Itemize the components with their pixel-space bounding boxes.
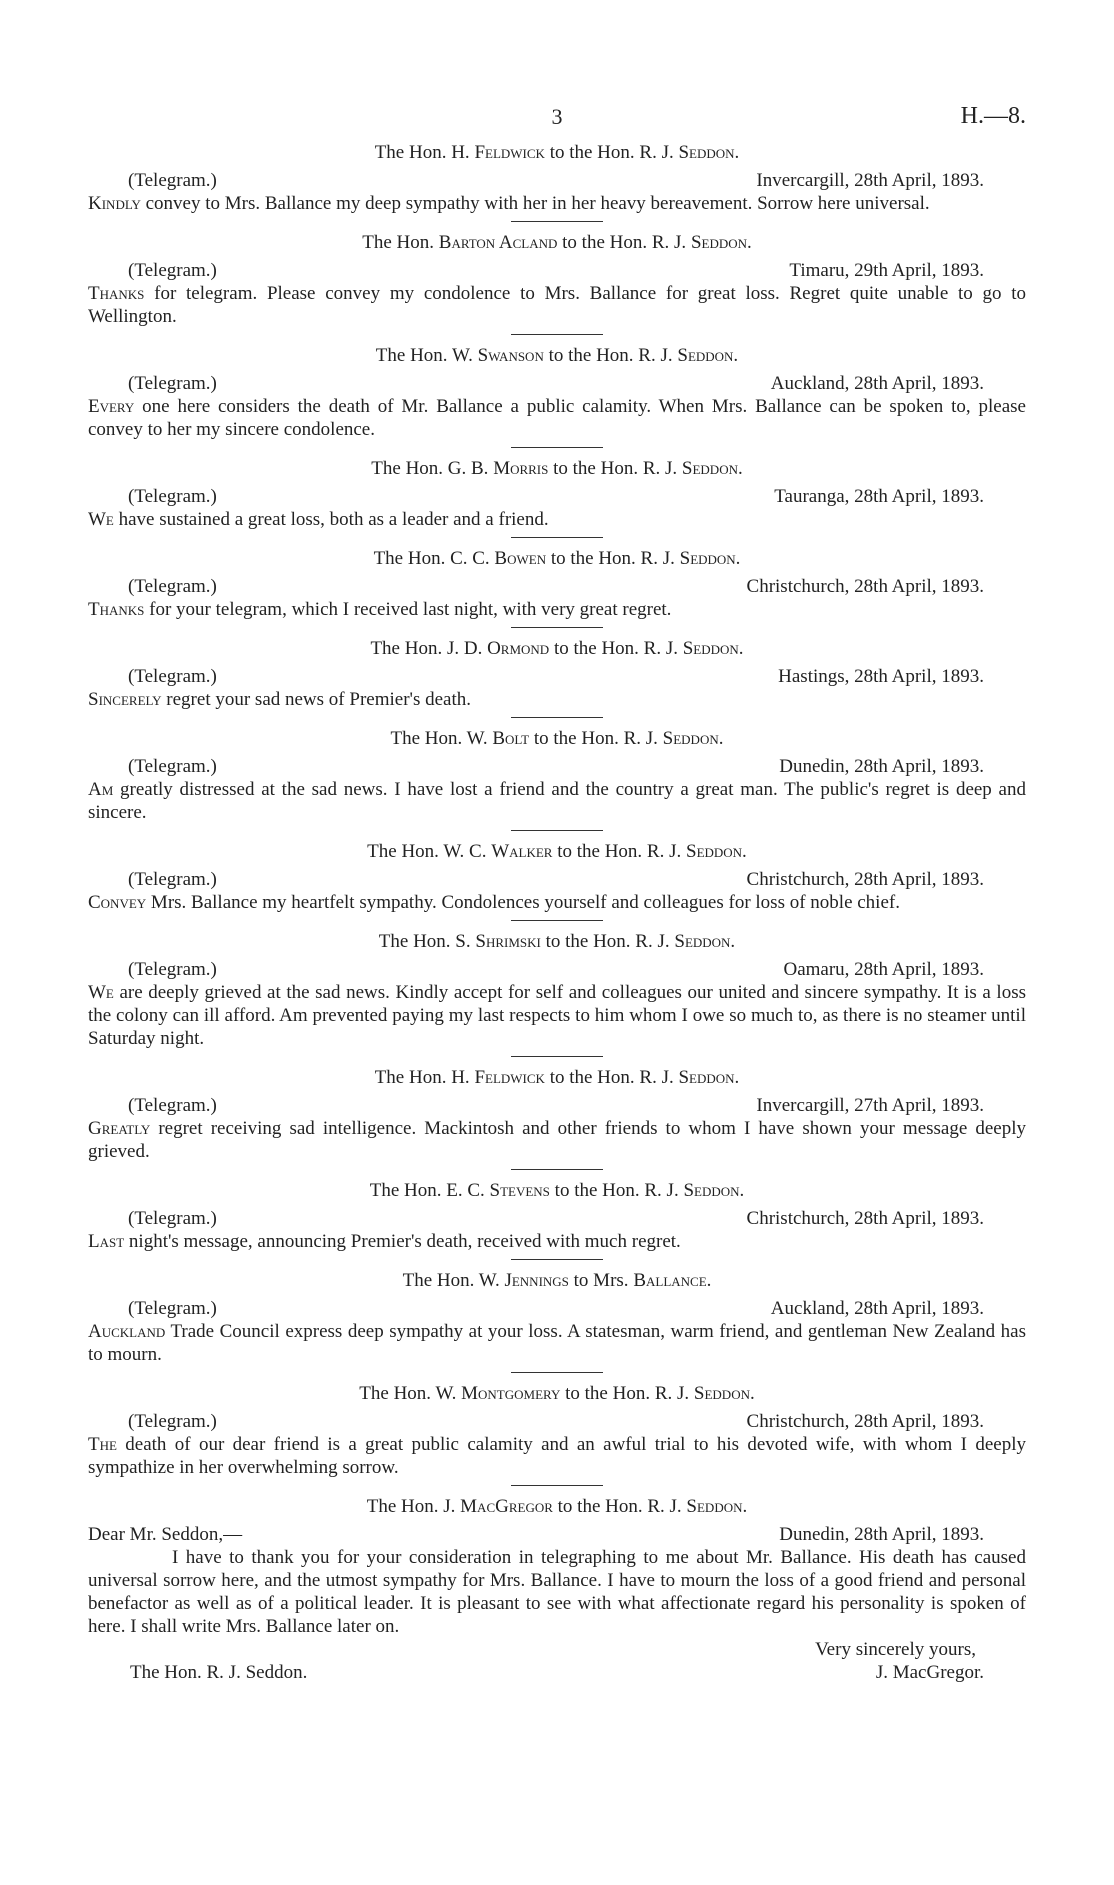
separator-rule — [511, 717, 603, 718]
heading-recipient-name: Seddon. — [678, 142, 740, 163]
heading-from: The Hon. H. — [374, 1067, 470, 1088]
telegram-entry-10 — [88, 1066, 1026, 1170]
letter-meta — [88, 1523, 1026, 1546]
telegram-text: death of our dear friend is a great public calamity and an awful trial to his devoted wife, with whom I deeply sympathize in her overwhelming sorrow. — [88, 1434, 1026, 1478]
heading-sender-name: Feldwick — [474, 142, 545, 163]
telegram-text: regret your sad news of Premier's death. — [161, 689, 471, 710]
telegram-body — [88, 598, 1026, 621]
heading-to: to Mrs. — [573, 1270, 629, 1291]
telegram-heading — [88, 1269, 1026, 1292]
separator-rule — [511, 920, 603, 921]
place-date: Christchurch, 28th April, 1893. — [746, 576, 984, 597]
telegram-kind: (Telegram.) — [128, 1208, 217, 1229]
heading-recipient-name: Seddon. — [686, 1496, 748, 1517]
lead-word: The — [88, 1434, 117, 1455]
separator-rule — [511, 221, 603, 222]
heading-from: The Hon. C. C. — [373, 548, 490, 569]
letter-macgregor — [88, 1495, 1026, 1684]
place-date: Timaru, 29th April, 1893. — [789, 260, 984, 281]
telegram-kind: (Telegram.) — [128, 576, 217, 597]
separator-rule — [511, 334, 603, 335]
telegram-kind: (Telegram.) — [128, 1298, 217, 1319]
telegram-entry-6 — [88, 637, 1026, 718]
telegram-entry-12 — [88, 1269, 1026, 1373]
heading-to: to the Hon. R. J. — [549, 1067, 674, 1088]
telegram-meta — [88, 665, 1026, 688]
heading-sender-name: Bolt — [492, 728, 530, 749]
heading-from: The Hon. — [362, 232, 435, 253]
telegram-kind: (Telegram.) — [128, 260, 217, 281]
valediction: Very sincerely yours, — [815, 1639, 976, 1660]
heading-from: The Hon. J. D. — [370, 638, 483, 659]
heading-to: to the Hon. R. J. — [550, 548, 675, 569]
separator-rule — [511, 627, 603, 628]
telegram-entry-2 — [88, 231, 1026, 335]
heading-recipient-name: Seddon. — [682, 638, 744, 659]
telegram-body — [88, 778, 1026, 824]
telegram-kind: (Telegram.) — [128, 756, 217, 777]
telegram-body — [88, 891, 1026, 914]
telegram-heading — [88, 231, 1026, 254]
heading-from: The Hon. J. — [366, 1496, 456, 1517]
telegram-kind: (Telegram.) — [128, 666, 217, 687]
telegram-text: for your telegram, which I received last night, with very great regret. — [144, 599, 672, 620]
heading-to: to the Hon. R. J. — [553, 458, 678, 479]
lead-word: Sincerely — [88, 689, 162, 710]
heading-sender-name: Walker — [491, 841, 553, 862]
place-date: Auckland, 28th April, 1893. — [770, 373, 984, 394]
heading-from: The Hon. G. B. — [371, 458, 489, 479]
place-date: Tauranga, 28th April, 1893. — [774, 486, 984, 507]
telegram-meta — [88, 755, 1026, 778]
heading-sender-name: Jennings — [504, 1270, 569, 1291]
telegram-meta — [88, 958, 1026, 981]
telegram-text: convey to Mrs. Ballance my deep sympathy with her in her heavy bereavement. Sorrow here universal. — [140, 193, 930, 214]
telegram-entry-13 — [88, 1382, 1026, 1486]
heading-sender-name: Morris — [493, 458, 549, 479]
telegram-text: regret receiving sad intelligence. Mackintosh and other friends to whom I have shown your message deeply grieved. — [88, 1118, 1026, 1162]
place-date: Invercargill, 28th April, 1893. — [756, 170, 984, 191]
telegram-body — [88, 1320, 1026, 1366]
separator-rule — [511, 1372, 603, 1373]
heading-from: The Hon. H. — [374, 142, 470, 163]
lead-word: Convey — [88, 892, 147, 913]
heading-from: The Hon. W. — [375, 345, 473, 366]
place-date: Christchurch, 28th April, 1893. — [746, 1208, 984, 1229]
signature-row — [88, 1661, 1026, 1684]
telegram-kind: (Telegram.) — [128, 1411, 217, 1432]
heading-from: The Hon. S. — [378, 931, 471, 952]
heading-to: to the Hon. R. J. — [557, 841, 682, 862]
telegram-meta — [88, 1297, 1026, 1320]
telegram-heading — [88, 547, 1026, 570]
telegram-heading — [88, 344, 1026, 367]
place-date: Auckland, 28th April, 1893. — [770, 1298, 984, 1319]
heading-recipient-name: Seddon. — [686, 841, 747, 862]
telegram-kind: (Telegram.) — [128, 373, 217, 394]
heading-sender-name: Bowen — [494, 548, 547, 569]
telegram-kind: (Telegram.) — [128, 170, 217, 191]
telegram-kind: (Telegram.) — [128, 869, 217, 890]
telegram-text: for telegram. Please convey my condolence to Mrs. Ballance for great loss. Regret quite unable to go to Wellington. — [88, 283, 1026, 327]
heading-recipient-name: Seddon. — [678, 1067, 740, 1088]
separator-rule — [511, 830, 603, 831]
heading-sender-name: Stevens — [489, 1180, 550, 1201]
telegram-body — [88, 1117, 1026, 1163]
telegram-entry-9 — [88, 930, 1026, 1057]
heading-from: The Hon. E. C. — [369, 1180, 485, 1201]
signature: J. MacGregor. — [875, 1662, 984, 1683]
telegram-meta — [88, 1410, 1026, 1433]
telegram-meta — [88, 169, 1026, 192]
place-date: Hastings, 28th April, 1893. — [778, 666, 984, 687]
lead-word: Auckland — [88, 1321, 166, 1342]
heading-recipient-name: Seddon. — [679, 548, 741, 569]
heading-to: to the Hon. R. J. — [545, 931, 670, 952]
lead-word: Every — [88, 396, 135, 417]
addressee: The Hon. R. J. Seddon. — [130, 1662, 308, 1683]
telegram-meta — [88, 1207, 1026, 1230]
telegram-entry-5 — [88, 547, 1026, 628]
heading-sender-name: Ormond — [487, 638, 550, 659]
heading-to: to the Hon. R. J. — [557, 1496, 682, 1517]
telegram-text: Mrs. Ballance my heartfelt sympathy. Condolences yourself and colleagues for loss of noble chief. — [146, 892, 900, 913]
heading-from: The Hon. W. — [402, 1270, 500, 1291]
page-number: 3 — [551, 104, 563, 129]
heading-to: to the Hon. R. J. — [549, 142, 674, 163]
place-date: Invercargill, 27th April, 1893. — [756, 1095, 984, 1116]
letter-paragraph: I have to thank you for your consideration in telegraphing to me about Mr. Ballance. His death has caused universal sorrow here, and the utmost sympathy for Mrs. Ballance. I have to mourn the loss of a good friend and personal benefactor as well as of a political leader. It is pleasant to see with what affectionate regard his personality is spoken of here. I shall write Mrs. Ballance later on. — [88, 1547, 1026, 1637]
separator-rule — [511, 537, 603, 538]
place-date: Christchurch, 28th April, 1893. — [746, 869, 984, 890]
telegram-list — [88, 141, 1026, 1486]
separator-rule — [511, 1056, 603, 1057]
separator-rule — [511, 1169, 603, 1170]
telegram-body — [88, 688, 1026, 711]
heading-recipient-name: Seddon. — [674, 931, 736, 952]
place-date: Christchurch, 28th April, 1893. — [746, 1411, 984, 1432]
heading-recipient-name: Ballance. — [633, 1270, 712, 1291]
lead-word: Thanks — [88, 283, 145, 304]
lead-word: Last — [88, 1231, 125, 1252]
heading-recipient-name: Seddon. — [683, 1180, 745, 1201]
telegram-entry-8 — [88, 840, 1026, 921]
heading-to: to the Hon. R. J. — [548, 345, 673, 366]
telegram-kind: (Telegram.) — [128, 486, 217, 507]
telegram-body — [88, 395, 1026, 441]
heading-to: to the Hon. R. J. — [533, 728, 658, 749]
telegram-meta — [88, 372, 1026, 395]
telegram-body — [88, 282, 1026, 328]
heading-from: The Hon. W. C. — [367, 841, 487, 862]
heading-sender-name: Montgomery — [461, 1383, 561, 1404]
telegram-heading — [88, 637, 1026, 660]
heading-recipient-name: Seddon. — [662, 728, 724, 749]
telegram-text: greatly distressed at the sad news. I have lost a friend and the country a great man. The public's regret is deep and sincere. — [88, 779, 1026, 823]
lead-word: We — [88, 982, 114, 1003]
heading-recipient-name: Seddon. — [693, 1383, 755, 1404]
telegram-heading — [88, 727, 1026, 750]
telegram-heading — [88, 1066, 1026, 1089]
telegram-kind: (Telegram.) — [128, 959, 217, 980]
telegram-text: Trade Council express deep sympathy at your loss. A statesman, warm friend, and gentleman New Zealand has to mourn. — [88, 1321, 1026, 1365]
telegram-body — [88, 1230, 1026, 1253]
letter-heading — [88, 1495, 1026, 1518]
telegram-entry-11 — [88, 1179, 1026, 1260]
separator-rule — [511, 447, 603, 448]
heading-from: The Hon. W. — [359, 1383, 457, 1404]
telegram-meta — [88, 485, 1026, 508]
telegram-heading — [88, 930, 1026, 953]
telegram-heading — [88, 141, 1026, 164]
heading-from: The Hon. W. — [390, 728, 488, 749]
telegram-entry-7 — [88, 727, 1026, 831]
letter-body — [88, 1546, 1026, 1638]
telegram-body — [88, 192, 1026, 215]
telegram-heading — [88, 1382, 1026, 1405]
telegram-meta — [88, 868, 1026, 891]
telegram-meta — [88, 259, 1026, 282]
telegram-body — [88, 1433, 1026, 1479]
telegram-heading — [88, 457, 1026, 480]
telegram-entry-1 — [88, 141, 1026, 222]
heading-sender-name: Feldwick — [474, 1067, 545, 1088]
heading-recipient-name: Seddon. — [690, 232, 752, 253]
telegram-heading — [88, 840, 1026, 863]
heading-sender-name: MacGregor — [460, 1496, 553, 1517]
place-date: Oamaru, 28th April, 1893. — [783, 959, 984, 980]
telegram-body — [88, 981, 1026, 1050]
separator-rule — [511, 1485, 603, 1486]
valediction-row — [88, 1638, 1026, 1661]
heading-to: to the Hon. R. J. — [565, 1383, 690, 1404]
telegram-meta — [88, 1094, 1026, 1117]
lead-word: Thanks — [88, 599, 145, 620]
heading-recipient-name: Seddon. — [677, 345, 739, 366]
lead-word: We — [88, 509, 114, 530]
telegram-text: have sustained a great loss, both as a leader and a friend. — [113, 509, 549, 530]
document-reference: H.—8. — [960, 103, 1026, 129]
heading-to: to the Hon. R. J. — [553, 638, 678, 659]
heading-recipient-name: Seddon. — [681, 458, 743, 479]
heading-sender-name: Swanson — [477, 345, 544, 366]
heading-to: to the Hon. R. J. — [562, 232, 687, 253]
telegram-entry-4 — [88, 457, 1026, 538]
heading-to: to the Hon. R. J. — [554, 1180, 679, 1201]
telegram-text: are deeply grieved at the sad news. Kindly accept for self and colleagues our united and sincere sympathy. It is a loss the colony can ill afford. Am prevented paying my last respects to him whom I owe so much to, as there is no steamer until Saturday night. — [88, 982, 1026, 1049]
lead-word: Greatly — [88, 1118, 151, 1139]
telegram-heading — [88, 1179, 1026, 1202]
telegram-body — [88, 508, 1026, 531]
running-header — [88, 105, 1026, 141]
telegram-text: one here considers the death of Mr. Ballance a public calamity. When Mrs. Ballance can be spoken to, please convey to her my sincere condolence. — [88, 396, 1026, 440]
salutation: Dear Mr. Seddon,— — [88, 1524, 243, 1545]
place-date: Dunedin, 28th April, 1893. — [779, 1524, 984, 1545]
lead-word: Kindly — [88, 193, 141, 214]
telegram-meta — [88, 575, 1026, 598]
telegram-entry-3 — [88, 344, 1026, 448]
separator-rule — [511, 1259, 603, 1260]
telegram-text: night's message, announcing Premier's death, received with much regret. — [124, 1231, 681, 1252]
lead-word: Am — [88, 779, 114, 800]
telegram-kind: (Telegram.) — [128, 1095, 217, 1116]
heading-sender-name: Shrimski — [475, 931, 541, 952]
heading-sender-name: Barton Acland — [438, 232, 558, 253]
place-date: Dunedin, 28th April, 1893. — [779, 756, 984, 777]
